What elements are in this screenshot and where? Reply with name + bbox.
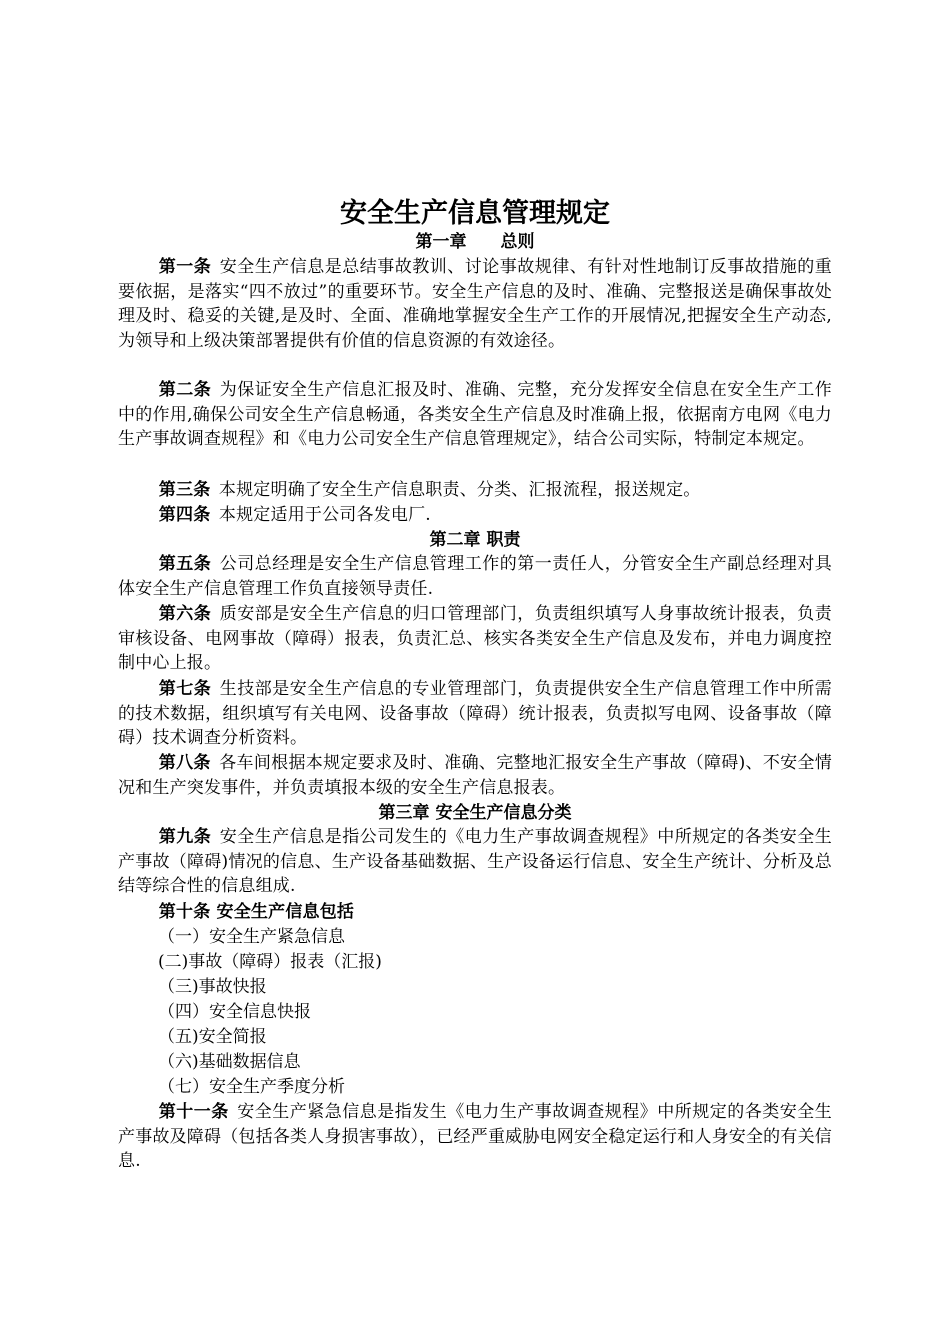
article-9 — [118, 825, 832, 899]
list-item: （三)事故快报 — [158, 977, 267, 997]
article-text: 安全生产信息是总结事故教训、讨论事故规律、有针对性地制订反事故措施的重要依据，是落实“四不放过”的重要环节。安全生产信息的及时、准确、完整报送是确保事故处理及时、稳妥的关键,是及时、全面、准确地掌握安全生产工作的开展情况,把握安全生产动态,为领导和上级决策部署提供有价值的信息资源的有效途径。 — [118, 257, 832, 351]
article-8 — [118, 751, 832, 800]
article-label: 第四条 — [158, 505, 211, 525]
article-label: 第五条 — [158, 554, 212, 574]
article-label: 第一条 — [158, 257, 212, 277]
article-text: 本规定明确了安全生产信息职责、分类、汇报流程，报送规定。 — [218, 480, 701, 500]
list-item: (二)事故（障碍）报表（汇报) — [158, 952, 382, 972]
article-4 — [118, 503, 832, 528]
list-item: （六)基础数据信息 — [158, 1052, 301, 1072]
article-label: 第十一条 — [158, 1102, 229, 1122]
article-text: 公司总经理是安全生产信息管理工作的第一责任人，分管安全生产副总经理对具体安全生产信息管理工作负直接领导责任. — [118, 554, 832, 599]
article-6 — [118, 602, 832, 676]
list-item: （四）安全信息快报 — [158, 1002, 311, 1022]
article-text: 生技部是安全生产信息的专业管理部门，负责提供安全生产信息管理工作中所需的技术数据，组织填写有关电网、设备事故（障碍）统计报表，负责拟写电网、设备事故（障碍）技术调查分析资料。 — [118, 679, 832, 749]
article-label: 第九条 — [158, 827, 212, 847]
article-2 — [118, 378, 832, 452]
article-text: 安全生产信息是指公司发生的《电力生产事故调查规程》中所规定的各类安全生产事故（障碍)情况的信息、生产设备基础数据、生产设备运行信息、安全生产统计、分析及总结等综合性的信息组成. — [118, 827, 832, 897]
article-label: 第八条 — [158, 753, 211, 773]
chapter-2-heading: 第二章 职责 — [429, 530, 521, 550]
document-title: 安全生产信息管理规定 — [340, 198, 610, 229]
list-item: （七）安全生产季度分析 — [158, 1077, 345, 1097]
article-10-heading: 第十条 安全生产信息包括 — [158, 902, 355, 922]
article-label: 第三条 — [158, 480, 211, 500]
list-item: （一）安全生产紧急信息 — [158, 927, 345, 947]
article-11 — [118, 1100, 832, 1174]
article-text: 质安部是安全生产信息的归口管理部门，负责组织填写人身事故统计报表，负责审核设备、电网事故（障碍）报表，负责汇总、核实各类安全生产信息及发布，并电力调度控制中心上报。 — [118, 604, 832, 674]
article-5 — [118, 552, 832, 601]
article-label: 第七条 — [158, 679, 212, 699]
article-text: 各车间根据本规定要求及时、准确、完整地汇报安全生产事故（障碍)、不安全情况和生产突发事件，并负责填报本级的安全生产信息报表。 — [118, 753, 832, 798]
article-text: 为保证安全生产信息汇报及时、准确、完整，充分发挥安全信息在安全生产工作中的作用,确保公司安全生产信息畅通，各类安全生产信息及时准确上报，依据南方电网《电力生产事故调查规程》和《电力公司安全生产信息管理规定》，结合公司实际，特制定本规定。 — [118, 380, 832, 450]
article-text: 安全生产紧急信息是指发生《电力生产事故调查规程》中所规定的各类安全生产事故及障碍（包括各类人身损害事故），已经严重威胁电网安全稳定运行和人身安全的有关信息. — [118, 1102, 832, 1172]
article-1 — [118, 255, 832, 353]
article-3 — [118, 478, 832, 503]
article-label: 第二条 — [158, 380, 212, 400]
list-item: （五)安全简报 — [158, 1027, 267, 1047]
article-text: 本规定适用于公司各发电厂. — [218, 505, 431, 525]
article-label: 第六条 — [158, 604, 212, 624]
chapter-3-heading: 第三章 安全生产信息分类 — [378, 803, 572, 823]
article-7 — [118, 677, 832, 751]
chapter-1-heading: 第一章 总则 — [415, 232, 535, 252]
